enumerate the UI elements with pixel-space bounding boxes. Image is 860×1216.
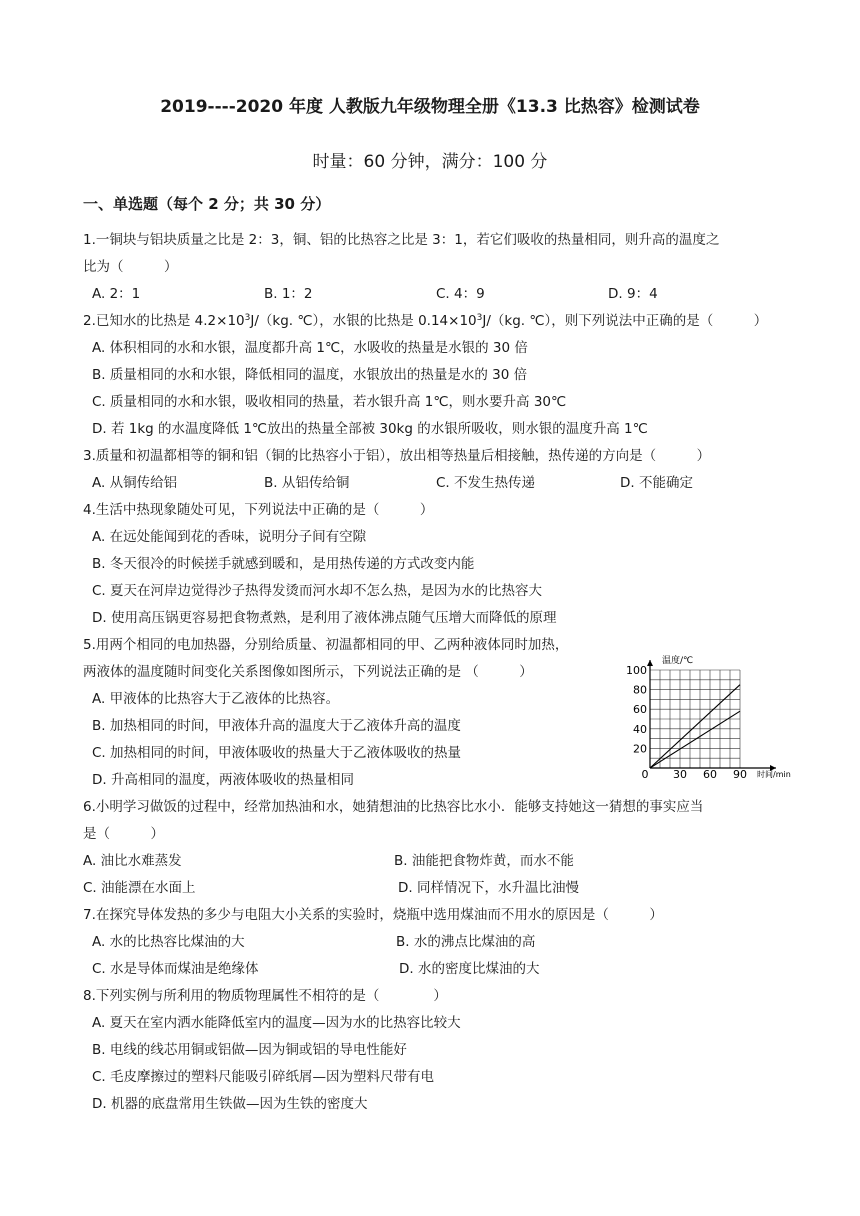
- question-2-option-d: D. 若 1kg 的水温度降低 1℃放出的热量全部被 30kg 的水银所吸收，则水银的温度升高 1℃: [92, 421, 648, 437]
- chart-x-axis-label: 时间/min: [757, 770, 791, 779]
- question-2-option-a: A. 体积相同的水和水银，温度都升高 1℃，水吸收的热量是水银的 30 倍: [92, 340, 528, 356]
- option-a: A. 水的比热容比煤油的大: [92, 934, 245, 950]
- option-b: B. 从铝传给铜: [264, 475, 350, 491]
- question-1-stem: 1.一铜块与铝块质量之比是 2：3，铜、铝的比热容之比是 3：1，若它们吸收的热量相同，则升高的温度之: [83, 232, 720, 248]
- question-8-option-d: D. 机器的底盘常用生铁做—因为生铁的密度大: [92, 1096, 368, 1112]
- question-4-stem: 4.生活中热现象随处可见，下列说法中正确的是（ ）: [83, 502, 434, 518]
- y-axis-arrow: [647, 660, 653, 666]
- y-tick-label: 60: [633, 703, 647, 717]
- chart-ticks: [626, 664, 747, 781]
- question-4-option-d: D. 使用高压锅更容易把食物煮熟，是利用了液体沸点随气压增大而降低的原理: [92, 610, 557, 626]
- option-a: A. 从铜传给铝: [92, 475, 178, 491]
- question-4-option-b: B. 冬天很冷的时候搓手就感到暖和，是用热传递的方式改变内能: [92, 556, 475, 572]
- page-title: 2019----2020 年度 人教版九年级物理全册《13.3 比热容》检测试卷: [160, 97, 700, 117]
- question-3-stem: 3.质量和初温都相等的铜和铝（铜的比热容小于铝），放出相等热量后相接触，热传递的方向是（ ）: [83, 448, 711, 464]
- x-tick-label: 30: [673, 768, 687, 781]
- option-d: D. 不能确定: [620, 475, 693, 491]
- chart-axes: [647, 660, 776, 771]
- question-5-stem-cont: 两液体的温度随时间变化关系图像如图所示，下列说法正确的是 （ ）: [83, 664, 533, 680]
- option-d: D. 水的密度比煤油的大: [399, 961, 540, 977]
- option-c: C. 水是导体而煤油是绝缘体: [92, 961, 259, 977]
- option-c: C. 不发生热传递: [436, 475, 536, 491]
- question-6-stem-cont: 是（ ）: [83, 826, 164, 842]
- x-tick-label: 0: [641, 768, 649, 781]
- question-5-option-c: C. 加热相同的时间，甲液体吸收的热量大于乙液体吸收的热量: [92, 745, 462, 761]
- question-5-option-a: A. 甲液体的比热容大于乙液体的比热容。: [92, 691, 340, 707]
- y-tick-label: 20: [633, 742, 647, 756]
- chart-lines: [650, 685, 740, 768]
- question-8-option-c: C. 毛皮摩擦过的塑料尺能吸引碎纸屑—因为塑料尺带有电: [92, 1069, 435, 1085]
- y-tick-label: 80: [633, 683, 647, 697]
- page-subtitle: 时量：60 分钟，满分：100 分: [312, 152, 548, 172]
- y-tick-label: 100: [626, 664, 647, 677]
- temperature-time-chart: [616, 652, 816, 782]
- option-b: B. 油能把食物炸黄，而水不能: [394, 853, 574, 869]
- option-a: A. 2：1: [92, 286, 141, 302]
- question-4-option-c: C. 夏天在河岸边觉得沙子热得发烫而河水却不怎么热，是因为水的比热容大: [92, 583, 543, 599]
- question-5-option-d: D. 升高相同的温度，两液体吸收的热量相同: [92, 772, 354, 788]
- question-4-option-a: A. 在远处能闻到花的香味，说明分子间有空隙: [92, 529, 367, 545]
- question-8-stem: 8.下列实例与所利用的物质物理属性不相符的是（ ）: [83, 988, 447, 1004]
- x-tick-label: 60: [703, 768, 717, 781]
- series-line: [650, 711, 740, 768]
- y-tick-label: 40: [633, 722, 647, 736]
- question-2-option-b: B. 质量相同的水和水银，降低相同的温度，水银放出的热量是水的 30 倍: [92, 367, 528, 383]
- option-a: A. 油比水难蒸发: [83, 853, 182, 869]
- question-6-stem: 6.小明学习做饭的过程中，经常加热油和水，她猜想油的比热容比水小．能够支持她这一猜想的事实应当: [83, 799, 704, 815]
- option-c: C. 油能漂在水面上: [83, 880, 196, 896]
- question-5-option-b: B. 加热相同的时间，甲液体升高的温度大于乙液体升高的温度: [92, 718, 461, 734]
- question-2-stem: 2.已知水的比热是 $4.2\times 10^3J/(kg$. ℃），水银的比热是 $0.14\times 10^3J/(kg$. ℃），则下列说法中正确的是（ ）: [83, 313, 768, 329]
- question-8-option-a: A. 夏天在室内洒水能降低室内的温度—因为水的比热容比较大: [92, 1015, 461, 1031]
- option-b: B. 水的沸点比煤油的高: [396, 934, 536, 950]
- x-tick-label: 90: [733, 768, 747, 781]
- option-b: B. 1：2: [264, 286, 313, 302]
- section-heading: 一、单选题（每个 2 分；共 30 分）: [83, 195, 331, 213]
- option-d: D. 9：4: [608, 286, 658, 302]
- option-c: C. 4：9: [436, 286, 485, 302]
- chart-grid: [650, 670, 740, 768]
- series-line: [650, 685, 740, 768]
- chart-y-axis-label: 温度/℃: [662, 656, 694, 666]
- question-5-stem: 5.用两个相同的电加热器，分别给质量、初温都相同的甲、乙两种液体同时加热，: [83, 637, 569, 653]
- question-8-option-b: B. 电线的线芯用铜或铝做—因为铜或铝的导电性能好: [92, 1042, 407, 1058]
- question-7-stem: 7.在探究导体发热的多少与电阻大小关系的实验时，烧瓶中选用煤油而不用水的原因是（ ）: [83, 907, 663, 923]
- question-1-stem-cont: 比为（ ）: [83, 259, 178, 275]
- option-d: D. 同样情况下，水升温比油慢: [398, 880, 579, 896]
- question-2-option-c: C. 质量相同的水和水银，吸收相同的热量，若水银升高 1℃，则水要升高 30℃: [92, 394, 567, 410]
